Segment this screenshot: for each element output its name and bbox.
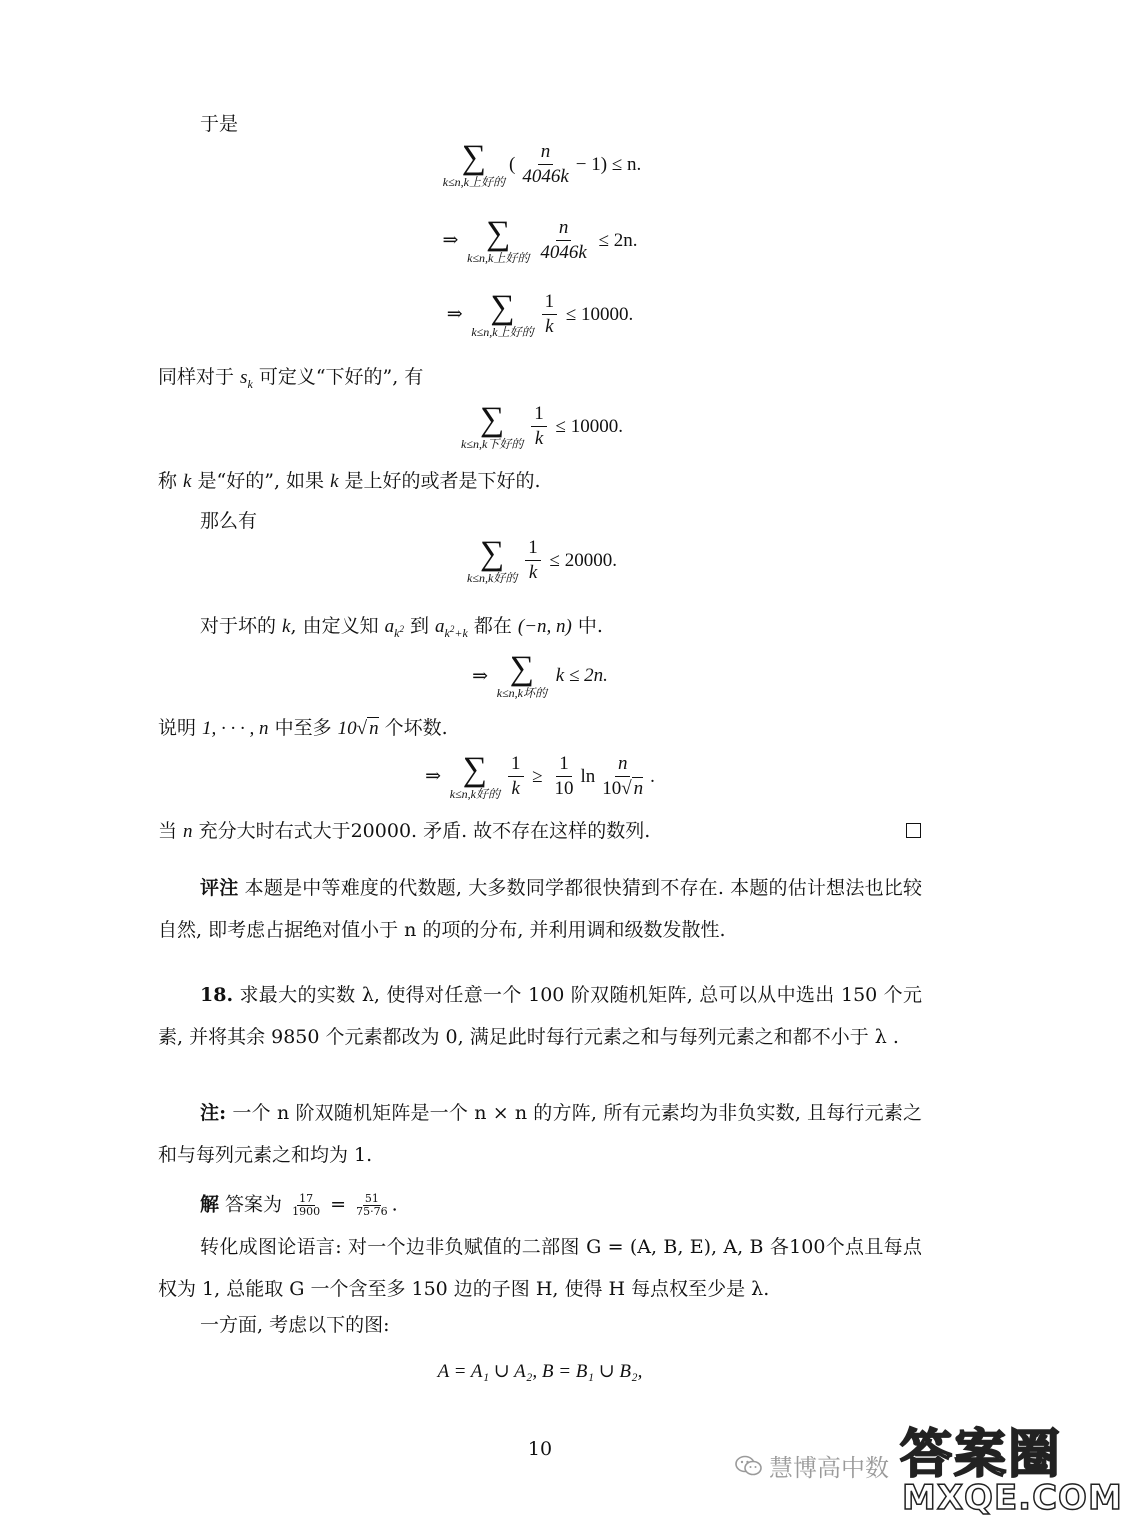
fraction: $\frac{1}{k}$ [525, 536, 541, 585]
sum-symbol: ∑ k≤n,k上好的 [467, 214, 530, 265]
equation-1 [0, 140, 1080, 189]
open-paren: ( [509, 153, 516, 175]
sum-symbol: ∑ k≤n,k上好的 [442, 138, 505, 189]
text-yifangmian: 一方面, 考虑以下的图: [200, 1314, 390, 1336]
convert-text: 转化成图论语言: 对一个边非负赋值的二部图 G = (A, B, E), A, B 各100个点且每点权为 1, 总能取 G 一个含至多 150 边的子图 H, 使得 H 每点权至少是 λ. [158, 1236, 922, 1300]
logo-small-text: MXQE.COM [902, 1478, 1123, 1518]
sum-symbol: ∑ k≤n,k上好的 [471, 288, 534, 339]
note-label: 注: [200, 1102, 227, 1124]
text-duiyu: 对于坏的 k, 由定义知 $a_{k^2}$ 到 $a_{k^2+k}$ 都在 (−n, n) 中. [200, 615, 603, 640]
remark-body: 本题是中等难度的代数题, 大多数同学都很快猜到不存在. 本题的估计想法也比较自然, 即考虑占据绝对值小于 n 的项的分布, 并利用调和级数发散性. [158, 877, 922, 941]
eq-rel: ≤ 20000. [549, 549, 617, 571]
remark-label: 评注 [200, 877, 239, 899]
solution-label: 解 [200, 1193, 220, 1216]
implies: ⇒ [442, 230, 459, 251]
wechat-text: 慧博高中数 [769, 1454, 889, 1482]
logo-big-text: 答案圈 [900, 1425, 1063, 1485]
eq-rel: ≤ 10000. [565, 303, 634, 325]
remark-paragraph [158, 867, 922, 951]
fraction: $\frac{1}{10}$ [554, 753, 574, 799]
problem-number: 18. [200, 984, 234, 1006]
ge-sign: ≥ [532, 765, 543, 787]
equation-6 [0, 652, 1080, 700]
sum-symbol: ∑ k≤n,k下好的 [461, 400, 524, 451]
equation-2 [0, 216, 1080, 265]
sum-symbol: ∑ k≤n,k好的 [467, 534, 518, 585]
text-cheng: 称 k 是“好的”, 如果 k 是上好的或者是下好的. [158, 470, 541, 492]
convert-paragraph [158, 1226, 922, 1310]
eq-rel: ≤ 10000. [555, 415, 623, 437]
sum-symbol: ∑ k≤n,k好的 [449, 750, 500, 801]
equation-last: A = A₁ ∪ A₂, B = B₁ ∪ B₂, [437, 1361, 643, 1382]
fraction: $\frac{1}{k}$ [531, 402, 547, 451]
equation-5 [0, 536, 1080, 585]
note-body: 一个 n 阶双随机矩阵是一个 n × n 的方阵, 所有元素均为非负实数, 且每行元素之和与每列元素之和均为 1. [158, 1102, 922, 1166]
text-tongyang: 同样对于 $s_k$ 可定义“下好的”, 有 [158, 366, 424, 391]
implies: ⇒ [425, 766, 441, 787]
equation-3 [0, 290, 1080, 339]
fraction: $\frac{n}{4046k}$ [540, 217, 587, 263]
fraction: $\frac{n}{10√ n}$ [602, 753, 644, 799]
site-logo-watermark [900, 1412, 1123, 1522]
text-shuoming: 说明 1, · · · , n 中至多 10√ n 个坏数. [158, 717, 448, 739]
note-paragraph [158, 1092, 922, 1176]
answer-fraction-2: $\frac{51}{75\cdot 76}$ [356, 1192, 388, 1218]
answer-fraction-1: $\frac{17}{1900}$ [292, 1192, 321, 1218]
text-dang: 当 n 充分大时右式大于20000. 矛盾. 故不存在这样的数列. [158, 820, 651, 842]
wechat-icon [735, 1455, 763, 1477]
fraction: $\frac{1}{k}$ [508, 752, 524, 801]
qed-box [906, 823, 921, 838]
ln: ln [580, 765, 596, 787]
text-namemeyou: 那么有 [200, 510, 258, 532]
eq-tail: − 1) [575, 153, 608, 175]
equation-4 [0, 402, 1080, 451]
wechat-watermark [735, 1448, 889, 1483]
eq-rel: k ≤ 2n. [555, 665, 608, 686]
solution-line: 解 答案为 $\frac{17}{1900}$ = $\frac{51}{75\cdot 76}$ . [200, 1192, 398, 1218]
page-number: 10 [527, 1438, 553, 1460]
fraction: $\frac{n}{4046k}$ [522, 141, 569, 187]
eq-rel: ≤ 2n. [598, 229, 638, 251]
text-yushi: 于是 [200, 113, 239, 135]
implies: ⇒ [446, 304, 463, 325]
fraction: $\frac{1}{k}$ [542, 290, 558, 339]
problem-18 [158, 974, 922, 1058]
sum-symbol: ∑ k≤n,k坏的 [496, 650, 548, 700]
problem-body: 求最大的实数 λ, 使得对任意一个 100 阶双随机矩阵, 总可以从中选出 150 个元素, 并将其余 9850 个元素都改为 0, 满足此时每行元素之和与每列元素之和都不小于 λ . [158, 984, 922, 1048]
implies: ⇒ [472, 665, 489, 687]
equation-7: ⇒ ∑ k≤n,k好的 $\frac{1}{k}$ ≥ $\frac{1}{10}$ ln $\frac{n}{10√ n}$ . [425, 750, 655, 801]
eq-rel: ≤ n. [611, 153, 642, 175]
